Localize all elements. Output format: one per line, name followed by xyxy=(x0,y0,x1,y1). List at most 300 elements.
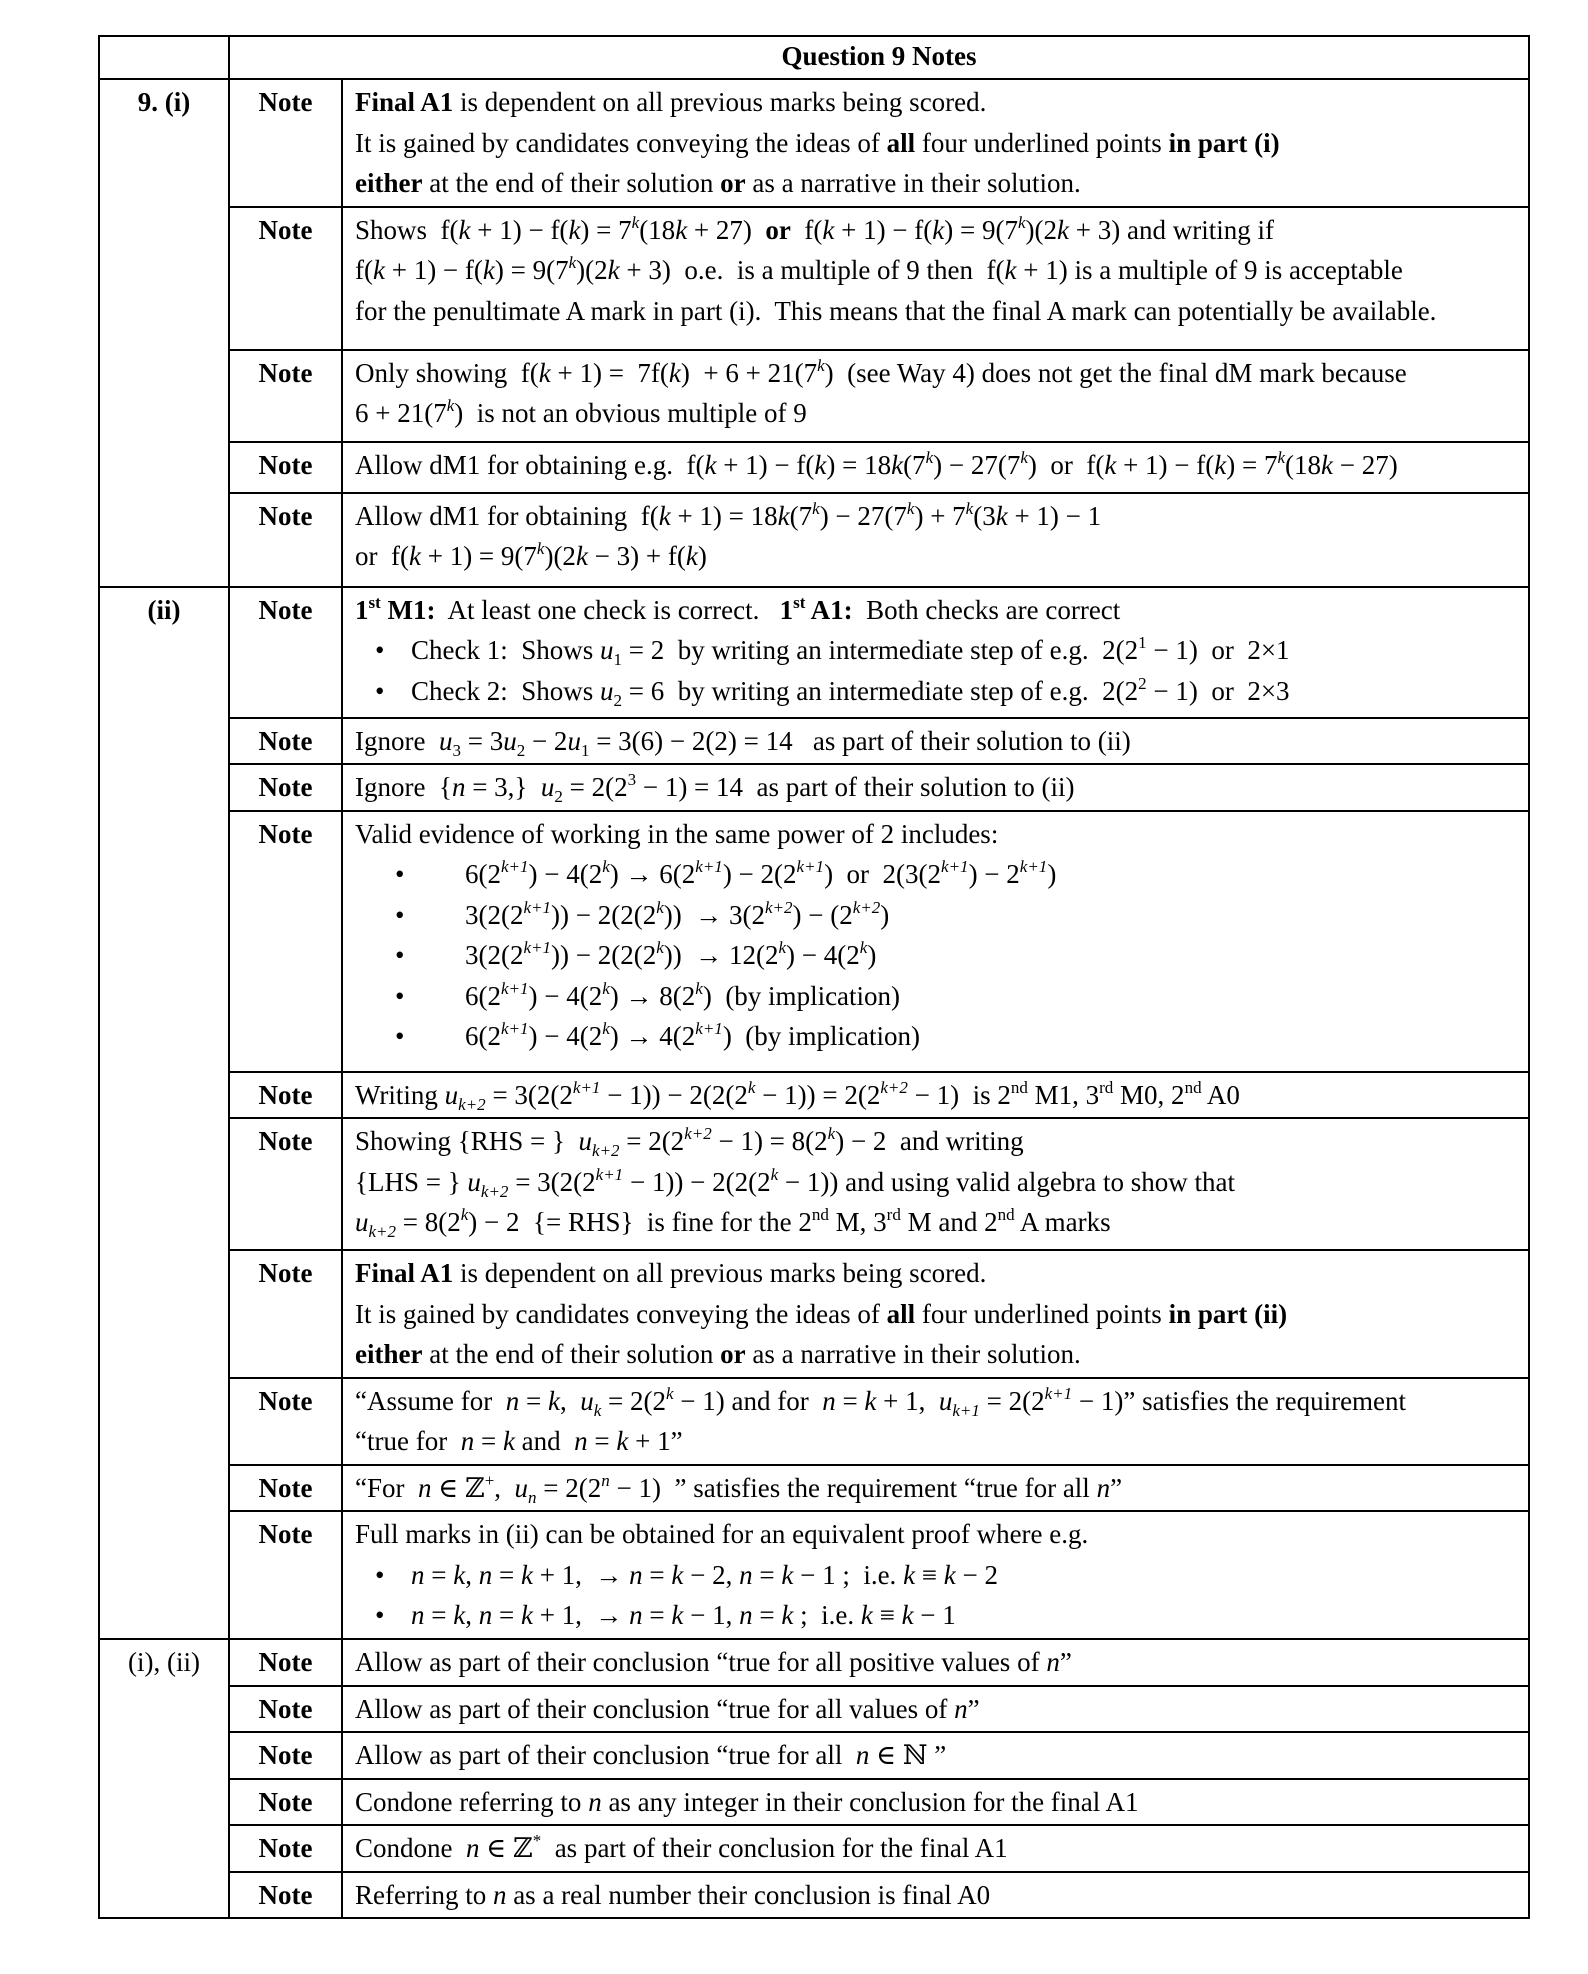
text-run: + 1) = 7f( xyxy=(550,357,669,388)
note-line xyxy=(355,976,1518,1017)
text-run: either xyxy=(355,1339,423,1369)
text-run: 3 xyxy=(627,770,637,789)
text-run: k xyxy=(903,1559,916,1590)
note-content xyxy=(342,1872,1529,1919)
note-label: Note xyxy=(229,1825,342,1872)
text-run: k xyxy=(665,1383,674,1403)
note-row xyxy=(99,1378,1529,1465)
text-run: k xyxy=(747,1077,756,1097)
text-run: k+1 xyxy=(952,1400,980,1420)
text-run: − 2 xyxy=(525,725,568,756)
text-run: Condone referring to xyxy=(355,1786,589,1817)
text-run: Condone xyxy=(355,1833,466,1863)
note-row xyxy=(99,493,1529,587)
note-label: Note xyxy=(229,718,342,765)
text-run: all xyxy=(886,1298,916,1329)
text-run: It is gained by candidates conveying the ideas of xyxy=(355,127,887,158)
text-run: nd xyxy=(811,1205,829,1224)
text-run: k+1 xyxy=(695,857,723,876)
text-run: )(2 xyxy=(544,541,576,571)
text-run: k xyxy=(864,1385,877,1416)
text-run: 2 xyxy=(516,740,526,760)
text-run: = 2(2 xyxy=(601,1385,666,1416)
text-run: k xyxy=(616,1426,629,1456)
text-run: + 1) − f( xyxy=(384,255,483,285)
note-line xyxy=(355,1381,1518,1422)
note-label: Note xyxy=(229,350,342,442)
text-run: ) − 4(2 xyxy=(528,859,603,889)
note-label: Note xyxy=(229,587,342,718)
text-run: ) − 27(7 xyxy=(819,500,907,531)
note-content xyxy=(342,718,1529,765)
text-run: M0, 2 xyxy=(1113,1079,1185,1110)
text-run: Full marks in (ii) can be obtained for an equivalent proof where e.g. xyxy=(355,1519,1089,1549)
text-run: )) − 2(2(2 xyxy=(551,940,657,970)
note-content xyxy=(342,1511,1529,1639)
text-run: It is gained by candidates conveying the ideas of xyxy=(355,1298,887,1329)
text-run: k xyxy=(568,253,577,272)
text-run: ) → 6(2 xyxy=(609,859,696,889)
text-run: + 1) = 18 xyxy=(670,500,778,531)
text-run: = 3(6) − 2(2) = 14 as part of their solution to (ii) xyxy=(589,725,1131,756)
text-run: either xyxy=(355,168,423,198)
text-run: ) (by implication) xyxy=(722,1021,921,1051)
text-run: + 1, → xyxy=(532,1600,630,1630)
text-run: n xyxy=(629,1600,643,1630)
note-row xyxy=(99,1825,1529,1872)
note-label: Note xyxy=(229,1686,342,1733)
text-run: 1 xyxy=(613,650,622,669)
text-run: u xyxy=(580,1385,594,1416)
text-run: k xyxy=(965,498,974,518)
text-run: k xyxy=(1004,255,1017,285)
text-run: k xyxy=(671,1559,684,1590)
text-run: + 1) is a multiple of 9 is acceptable xyxy=(1016,255,1403,285)
text-run: k xyxy=(482,255,495,285)
note-label: Note xyxy=(229,764,342,811)
text-run: u xyxy=(938,1385,953,1416)
note-label: Note xyxy=(229,1072,342,1119)
note-content xyxy=(342,442,1529,493)
text-run: ) − 2(2 xyxy=(722,859,797,889)
note-label: Note xyxy=(229,493,342,587)
text-run: k xyxy=(817,355,825,375)
note-line xyxy=(355,1421,1518,1462)
note-line xyxy=(355,1735,1518,1776)
text-run: = 3(2(2 xyxy=(508,1166,596,1197)
text-run: − 1) is 2 xyxy=(907,1079,1011,1110)
note-row xyxy=(99,1072,1529,1119)
note-row xyxy=(99,350,1529,442)
text-run: k xyxy=(925,447,934,467)
text-run: 3(2(2 xyxy=(465,899,524,930)
text-run: + 3) and writing if xyxy=(1069,214,1274,245)
text-run: k+1 xyxy=(941,857,969,876)
text-run: k+1 xyxy=(1019,857,1048,876)
note-line xyxy=(355,1514,1518,1555)
text-run: k xyxy=(602,857,610,876)
text-run: = xyxy=(474,1426,503,1456)
text-run: = 2(2 xyxy=(619,1126,685,1156)
text-run: = 2(2 xyxy=(536,1472,602,1503)
text-run: (7 xyxy=(903,449,926,480)
text-run: − 1, xyxy=(683,1600,740,1630)
text-run: = xyxy=(492,1559,521,1590)
text-run: ≡ xyxy=(872,1600,902,1630)
note-line xyxy=(355,1162,1518,1203)
text-run: 3 xyxy=(452,740,461,760)
text-run: k+1 xyxy=(523,897,552,917)
note-row xyxy=(99,1465,1529,1512)
note-content xyxy=(342,350,1529,442)
text-run: n xyxy=(451,772,466,802)
text-run: n xyxy=(739,1559,753,1590)
text-run: ) xyxy=(1047,859,1057,889)
text-run: M and 2 xyxy=(900,1207,998,1237)
note-line xyxy=(355,496,1518,537)
text-run: n xyxy=(411,1559,425,1590)
text-run: − 3) + f( xyxy=(587,541,686,571)
bullet-icon: • xyxy=(375,635,385,665)
text-run: ) = 9(7 xyxy=(494,255,569,285)
text-run: = 3,} xyxy=(465,772,541,802)
text-run: − 1)) − 2(2(2 xyxy=(623,1166,771,1197)
note-line xyxy=(355,1253,1518,1294)
text-run: − 1)) = 2(2 xyxy=(755,1079,881,1110)
text-run: (18 xyxy=(639,214,676,245)
text-run: k xyxy=(520,1600,533,1630)
text-run: M1, 3 xyxy=(1027,1079,1100,1110)
text-run: (18 xyxy=(1285,449,1322,480)
note-line xyxy=(355,895,1518,936)
text-run: n xyxy=(739,1600,753,1630)
note-line xyxy=(355,1875,1518,1916)
text-run: k+2 xyxy=(852,897,881,917)
text-run: , xyxy=(559,1385,581,1416)
text-run: n xyxy=(855,1740,870,1770)
note-line xyxy=(355,1555,1518,1596)
note-content xyxy=(342,1779,1529,1826)
text-run: = 2(2 xyxy=(562,772,628,802)
note-line xyxy=(355,590,1518,631)
note-line xyxy=(355,814,1518,855)
text-run: rd xyxy=(1099,1077,1114,1097)
text-run: n xyxy=(505,1385,520,1416)
text-run: rd xyxy=(886,1205,901,1224)
text-run: Ignore xyxy=(355,725,439,756)
text-run: + 1, xyxy=(876,1385,939,1416)
note-line xyxy=(355,1642,1518,1683)
text-run: 1 xyxy=(1138,633,1147,652)
text-run: k xyxy=(1017,212,1026,232)
text-run: k xyxy=(814,449,827,480)
bullet-icon: • xyxy=(395,980,405,1011)
bullet-icon: • xyxy=(395,1021,405,1051)
text-run: M1: xyxy=(380,594,436,625)
note-row xyxy=(99,1639,1529,1686)
text-run: k xyxy=(943,1559,956,1590)
text-run: ≡ xyxy=(915,1559,944,1590)
text-run: − 2 xyxy=(955,1559,998,1590)
text-run: nd xyxy=(1010,1077,1028,1097)
text-run: Allow as part of their conclusion “true for all xyxy=(355,1740,856,1770)
text-run: ∈ ℤ xyxy=(479,1833,533,1863)
note-line xyxy=(355,721,1518,762)
note-row xyxy=(99,718,1529,765)
note-line xyxy=(355,1595,1518,1636)
text-run: ) is not an obvious multiple of 9 xyxy=(454,398,807,428)
note-label: Note xyxy=(229,1872,342,1919)
text-run: A marks xyxy=(1014,1207,1111,1237)
note-line xyxy=(355,1294,1518,1335)
text-run: Final A1 xyxy=(355,1258,454,1288)
text-run: ) xyxy=(880,899,890,930)
bullet-icon: • xyxy=(395,940,405,970)
text-run: n xyxy=(478,1600,493,1630)
text-run: 2 xyxy=(554,787,563,806)
text-run: − 1) or 2×3 xyxy=(1146,675,1290,706)
text-run: k xyxy=(658,500,671,531)
text-run: k xyxy=(995,500,1008,531)
note-line xyxy=(355,445,1518,486)
text-run: k xyxy=(668,357,681,388)
text-run: − 1 ; i.e. xyxy=(793,1559,904,1590)
text-run: ) (see Way 4) does not get the final dM mark because xyxy=(824,357,1407,388)
text-run: k xyxy=(446,396,455,415)
note-line xyxy=(355,393,1518,434)
text-run: n xyxy=(478,1559,493,1590)
text-run: k xyxy=(575,541,588,571)
text-run: k xyxy=(671,1600,684,1630)
text-run: = 2(2 xyxy=(979,1385,1045,1416)
text-run: = 6 by writing an intermediate step of e.g. 2(2 xyxy=(622,675,1139,706)
text-run: u xyxy=(444,1079,459,1110)
note-label: Note xyxy=(229,1250,342,1378)
text-run: k+1 xyxy=(523,938,552,957)
text-run: k+1 xyxy=(695,1019,723,1038)
text-run: 1 xyxy=(355,594,369,625)
text-run: for the penultimate A mark in part (i). This means that the final A mark can potentially be available. xyxy=(355,295,1437,326)
text-run: k+2 xyxy=(765,897,793,917)
text-run: − 1)) − 2(2(2 xyxy=(600,1079,748,1110)
text-run: ) or f( xyxy=(1027,449,1105,480)
text-run: )) − 2(2(2 xyxy=(551,899,657,930)
text-run: ) − 4(2 xyxy=(528,1021,603,1051)
table-title: Question 9 Notes xyxy=(229,36,1529,79)
note-content xyxy=(342,207,1529,350)
text-run: = xyxy=(642,1600,672,1630)
text-run: + xyxy=(484,1470,495,1490)
text-run: k xyxy=(1104,449,1117,480)
text-run: = 8(2 xyxy=(396,1207,461,1237)
text-run: k xyxy=(777,500,790,531)
note-label: Note xyxy=(229,79,342,207)
text-run: ) = 9(7 xyxy=(944,214,1018,245)
text-run: , xyxy=(465,1600,479,1630)
text-run: k xyxy=(538,357,551,388)
note-row xyxy=(99,79,1529,207)
text-run: k+2 xyxy=(591,1141,620,1160)
text-run: k+1 xyxy=(595,1164,624,1184)
text-run: {LHS = } xyxy=(355,1166,468,1197)
text-run: n xyxy=(418,1472,432,1503)
text-run: k xyxy=(685,541,698,571)
text-run: is dependent on all previous marks being scored. xyxy=(453,1258,987,1288)
text-run: n xyxy=(588,1786,602,1817)
text-run: = 3 xyxy=(460,725,504,756)
text-run: n xyxy=(528,1487,537,1507)
text-run: + 27) xyxy=(687,214,766,245)
note-content xyxy=(342,587,1529,718)
text-run: k xyxy=(827,1124,836,1143)
note-content xyxy=(342,1686,1529,1733)
text-run: k xyxy=(458,214,471,245)
text-run: k xyxy=(372,255,385,285)
text-run: n xyxy=(601,1470,610,1490)
text-run: + 1) − f( xyxy=(470,214,569,245)
text-run: ) + 7 xyxy=(914,500,966,531)
text-run: (7 xyxy=(789,500,813,531)
text-run: Writing xyxy=(355,1079,445,1110)
text-run: = 3(2(2 xyxy=(485,1079,573,1110)
part-label: (ii) xyxy=(99,587,229,1640)
text-run: k xyxy=(602,1019,610,1038)
note-row xyxy=(99,1872,1529,1919)
text-run: )(2 xyxy=(576,255,608,285)
text-run: k xyxy=(1020,447,1028,467)
text-run: k xyxy=(891,449,904,480)
text-run: n xyxy=(1096,1472,1111,1503)
text-run: 3(2(2 xyxy=(465,940,524,970)
text-run: k xyxy=(1277,447,1286,467)
header-blank-cell xyxy=(99,36,229,79)
text-run: u xyxy=(503,725,517,756)
note-line xyxy=(355,1828,1518,1869)
text-run: , xyxy=(465,1559,479,1590)
text-run: = xyxy=(752,1600,782,1630)
text-run: 1 xyxy=(779,594,794,625)
text-run: 6(2 xyxy=(465,980,501,1011)
text-run: is dependent on all previous marks being scored. xyxy=(453,87,987,117)
text-run: as any integer in their conclusion for the final A1 xyxy=(601,1786,1139,1817)
note-row xyxy=(99,1511,1529,1639)
text-run: n xyxy=(411,1600,425,1630)
text-run: 2 xyxy=(613,690,622,710)
note-line xyxy=(355,671,1518,712)
text-run: k xyxy=(656,897,664,917)
text-run: n xyxy=(954,1693,968,1724)
note-line xyxy=(355,854,1518,895)
text-run: − 27) xyxy=(1333,449,1398,480)
note-label: Note xyxy=(229,1779,342,1826)
text-run: u xyxy=(355,1207,369,1237)
text-run: st xyxy=(793,592,806,612)
text-run: ) xyxy=(697,541,707,571)
text-run: as a narrative in their solution. xyxy=(745,1339,1081,1369)
text-run: )(2 xyxy=(1025,214,1058,245)
note-content xyxy=(342,764,1529,811)
text-run: k xyxy=(536,539,545,558)
text-run: ) − (2 xyxy=(792,899,853,930)
note-row xyxy=(99,1686,1529,1733)
text-run: or f( xyxy=(355,541,409,571)
text-run: k xyxy=(778,938,787,957)
text-run: Ignore { xyxy=(355,772,452,802)
note-row xyxy=(99,442,1529,493)
text-run: k xyxy=(460,1205,469,1224)
text-run: at the end of their solution xyxy=(422,168,721,198)
note-row xyxy=(99,1118,1529,1250)
text-run: “Assume for xyxy=(355,1385,506,1416)
text-run: = xyxy=(519,1385,548,1416)
header-row xyxy=(99,36,1529,79)
text-run: four underlined points xyxy=(915,127,1169,158)
text-run: k xyxy=(901,1600,914,1630)
text-run: k xyxy=(822,214,835,245)
text-run: k+2 xyxy=(480,1181,509,1201)
text-run: k xyxy=(860,1600,873,1630)
text-run: k xyxy=(781,1559,794,1590)
text-run: = xyxy=(752,1559,782,1590)
text-run: nd xyxy=(997,1205,1015,1224)
text-run: f( xyxy=(355,255,373,285)
text-run: A1: xyxy=(805,594,853,625)
text-run: k xyxy=(502,1426,515,1456)
text-run: in part (i) xyxy=(1168,127,1280,158)
bullet-icon: • xyxy=(375,1559,385,1590)
note-line xyxy=(355,1689,1518,1730)
text-run: + 1) = 9(7 xyxy=(420,541,537,571)
text-run: + 1) − f( xyxy=(834,214,933,245)
note-content xyxy=(342,1465,1529,1512)
text-run: n xyxy=(466,1833,480,1863)
note-content xyxy=(342,1825,1529,1872)
text-run: Allow as part of their conclusion “true for all positive values of xyxy=(355,1647,1047,1677)
note-line xyxy=(355,935,1518,976)
text-run: k xyxy=(859,938,868,957)
bullet-icon: • xyxy=(375,1600,385,1630)
text-run: )) → 3(2 xyxy=(663,899,765,930)
text-run: in part (ii) xyxy=(1168,1298,1288,1329)
text-run: st xyxy=(368,592,381,612)
text-run: k+2 xyxy=(458,1094,486,1114)
text-run: = xyxy=(424,1559,454,1590)
text-run: ; i.e. xyxy=(793,1600,861,1630)
text-run: + 1) − 1 xyxy=(1007,500,1102,531)
note-content xyxy=(342,1250,1529,1378)
text-run: Check 2: Shows xyxy=(411,675,600,706)
note-content xyxy=(342,79,1529,207)
note-content xyxy=(342,1732,1529,1779)
text-run: + 1) − f( xyxy=(716,449,815,480)
text-run: k xyxy=(906,498,915,518)
note-line xyxy=(355,163,1518,204)
note-label: Note xyxy=(229,442,342,493)
text-run: k xyxy=(593,1400,602,1420)
text-run: u xyxy=(600,635,614,665)
text-run: as part of their conclusion for the final A1 xyxy=(541,1833,1008,1863)
note-row xyxy=(99,764,1529,811)
text-run: k+2 xyxy=(684,1124,712,1143)
note-line xyxy=(355,291,1518,332)
text-run: k xyxy=(704,449,717,480)
text-run: * xyxy=(532,1831,542,1850)
text-run: Allow dM1 for obtaining f( xyxy=(355,500,659,531)
text-run: k+1 xyxy=(1044,1383,1073,1403)
text-run: M, 3 xyxy=(828,1207,887,1237)
text-run: ) + 6 + 21(7 xyxy=(680,357,818,388)
note-content xyxy=(342,1118,1529,1250)
